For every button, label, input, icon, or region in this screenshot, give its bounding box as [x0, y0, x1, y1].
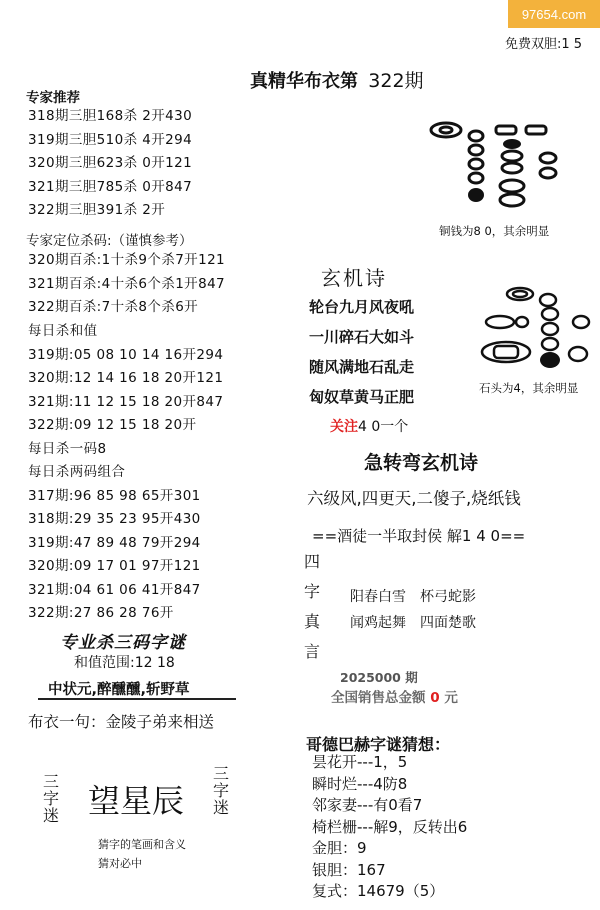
char: 迷 — [213, 798, 230, 817]
list-item: 银胆：167 — [312, 860, 386, 879]
poem-line: 轮台九月风夜吼 — [309, 298, 415, 316]
list-item: 319期:05 08 10 14 16开294 — [28, 346, 224, 363]
list-item: 金胆：9 — [312, 839, 367, 857]
follow-line — [330, 416, 408, 436]
issue-number: 322期 — [368, 70, 424, 92]
sum-kill-section — [28, 320, 223, 626]
list-item: 320期三胆623杀 0开121 — [28, 155, 193, 171]
list-item: 317期:96 85 98 65开301 — [28, 487, 201, 504]
sum-title: 每日杀和值 — [28, 323, 98, 339]
char: 字 — [304, 582, 321, 601]
drunk-line: ==酒徒一半取封侯 解1 4 0== — [312, 527, 526, 545]
four-char-label — [304, 547, 320, 667]
list-item: 320期:12 14 16 18 20开121 — [28, 370, 224, 386]
char: 真 — [304, 612, 321, 631]
idiom-line-1: 阳春白雪 杯弓蛇影 — [350, 589, 476, 605]
sales-value: 0 — [430, 690, 440, 706]
free-double-pick: 免费双胆:1 5 — [505, 37, 583, 52]
follow-label: 关注 — [330, 419, 358, 435]
list-item: 321期:04 61 06 41开847 — [28, 581, 201, 598]
position-list — [28, 249, 225, 320]
poem-line: 随风满地石乱走 — [309, 358, 415, 376]
sum-range: 和值范围:12 18 — [74, 655, 175, 671]
follow-rest: 4 0一个 — [358, 419, 409, 435]
idiom-line-2: 闻鸡起舞 四面楚歌 — [350, 615, 476, 631]
riddle-hint-2: 猜对必中 — [98, 857, 142, 870]
list-item: 邻家妻---有0看7 — [312, 796, 423, 814]
list-item: 322期:27 86 28 76开 — [28, 605, 174, 621]
list-item: 321期百杀:4十杀6个杀1开847 — [28, 275, 226, 292]
char: 言 — [304, 642, 321, 661]
list-item: 319期三胆510杀 4开294 — [28, 131, 193, 148]
phrase: 中状元,醉醺醺,斩野草 — [48, 682, 190, 698]
kill-one: 每日杀一码8 — [28, 440, 107, 457]
goethe-title: 哥德巴赫字谜猜想： — [306, 735, 451, 754]
char: 字 — [43, 789, 60, 808]
coins-caption: 铜钱为8 0，其余明显 — [439, 224, 550, 238]
divider — [38, 698, 236, 700]
sales-issue: 2025000 期 — [340, 670, 418, 685]
xuanji-title: 玄机诗 — [321, 266, 387, 290]
list-item: 322期三胆391杀 2开 — [28, 202, 166, 218]
poem-line: 匈奴草黄马正肥 — [309, 388, 415, 406]
char: 字 — [213, 781, 230, 800]
list-item: 椅栏栅---解9，反转出6 — [312, 817, 468, 836]
riddle-hint-1: 猜字的笔画和含义 — [98, 838, 186, 851]
list-item: 瞬时烂---4防8 — [312, 774, 408, 793]
riddle-word: 望星辰 — [88, 782, 185, 820]
riddle-left-label — [43, 773, 59, 824]
xuanji-poem — [309, 292, 414, 412]
char: 迷 — [43, 806, 60, 825]
experts-title: 专家推荐 — [26, 90, 80, 106]
char: 三 — [43, 772, 60, 791]
char: 四 — [304, 552, 321, 571]
sales-label: 全国销售总金额 — [331, 690, 426, 706]
list-item: 322期百杀:7十杀8个杀6开 — [28, 299, 199, 315]
title-text: 真精华布衣第 — [250, 71, 358, 92]
riddle-title: 专业杀三码字谜 — [60, 633, 186, 653]
list-item: 322期:09 12 15 18 20开 — [28, 417, 197, 433]
coins-picture — [428, 118, 563, 218]
page-title — [250, 66, 424, 93]
list-item: 319期:47 89 48 79开294 — [28, 534, 201, 551]
list-item: 复式：14679（5） — [312, 882, 445, 900]
poem-line: 一川碎石大如斗 — [309, 328, 415, 346]
site-badge[interactable]: 97654.com — [508, 0, 600, 28]
list-item: 320期:09 17 01 97开121 — [28, 558, 201, 574]
riddle-right-label — [213, 765, 229, 816]
list-item: 320期百杀:1十杀9个杀7开121 — [28, 252, 226, 268]
experts-list — [28, 105, 192, 223]
goethe-list — [312, 752, 467, 903]
char: 三 — [213, 764, 230, 783]
sales-total — [331, 686, 458, 706]
list-item: 318期三胆168杀 2开430 — [28, 108, 193, 124]
pair-title: 每日杀两码组合 — [28, 464, 126, 480]
list-item: 318期:29 35 23 95开430 — [28, 511, 201, 527]
turn-title: 急转弯玄机诗 — [364, 452, 479, 474]
buyi-line: 布衣一句：金陵子弟来相送 — [28, 713, 215, 731]
list-item: 昙花开---1，5 — [312, 753, 408, 771]
stones-caption: 石头为4，其余明显 — [479, 381, 579, 395]
sales-unit: 元 — [444, 690, 458, 706]
stones-picture — [478, 282, 596, 374]
position-title: 专家定位杀码:（谨慎参考） — [26, 233, 193, 249]
list-item: 321期:11 12 15 18 20开847 — [28, 393, 224, 410]
turn-line: 六级风,四更天,二傻子,烧纸钱 — [307, 489, 521, 508]
list-item: 321期三胆785杀 0开847 — [28, 178, 193, 195]
